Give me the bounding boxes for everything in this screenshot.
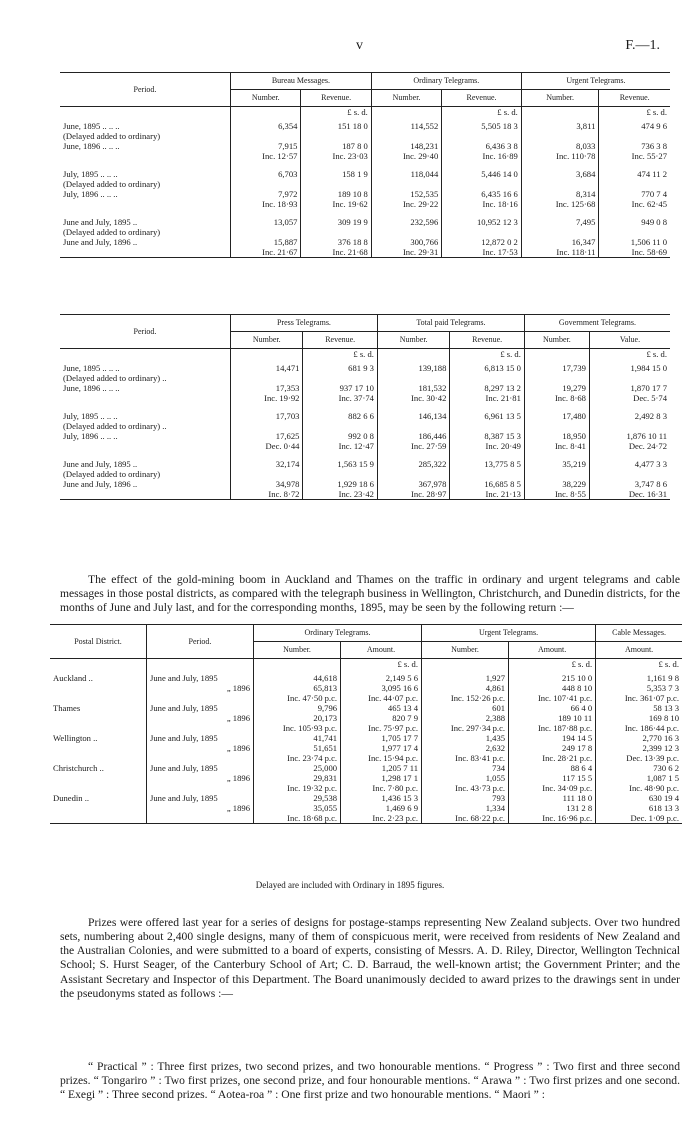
period-header: Period.: [133, 326, 157, 336]
cell: 1,870 17 7: [589, 383, 670, 393]
cell: 181,532: [377, 383, 449, 393]
period-header: Period.: [147, 625, 254, 659]
change-cell: Inc. 12·57: [231, 151, 301, 161]
cell: 2,770 16 3: [596, 733, 682, 743]
col-header: Revenue.: [303, 332, 378, 349]
cell: 29,831: [254, 773, 341, 783]
change-cell: Inc. 8·55: [524, 489, 589, 500]
cell: 17,480: [524, 411, 589, 421]
cell: 3,747 8 6: [589, 479, 670, 489]
col-header: Number.: [231, 90, 301, 107]
cell: 7,495: [521, 217, 599, 227]
cell: 16,347: [521, 237, 599, 247]
cell: 793: [422, 793, 509, 803]
change-cell: Inc. 15·94 p.c.: [341, 753, 422, 763]
cell: 111 18 0: [509, 793, 596, 803]
cell: 25,000: [254, 763, 341, 773]
cell: 186,446: [377, 431, 449, 441]
cell: 1,436 15 3: [341, 793, 422, 803]
cell: 6,813 15 0: [450, 363, 525, 373]
cell: 1,161 9 8: [596, 673, 682, 683]
cell: 131 2 8: [509, 803, 596, 813]
spacer-cell: [147, 723, 254, 733]
spacer-cell: [50, 713, 147, 723]
change-cell: Inc. 21·67: [231, 247, 301, 258]
district-label: Wellington ..: [53, 733, 98, 743]
cell: 1,929 18 6: [303, 479, 378, 489]
change-cell: Inc. 28·97: [377, 489, 449, 500]
period-label: July, 1896 .. .. ..: [63, 189, 118, 199]
cell: 1,435: [422, 733, 509, 743]
col-header: Number.: [521, 90, 599, 107]
change-cell: Inc. 8·41: [524, 441, 589, 451]
cell: 51,651: [254, 743, 341, 753]
cell: 17,703: [231, 411, 303, 421]
change-cell: Inc. 47·50 p.c.: [254, 693, 341, 703]
cell: 15,887: [231, 237, 301, 247]
change-cell: Inc. 361·07 p.c.: [596, 693, 682, 703]
cell: 7,915: [231, 141, 301, 151]
change-cell: Inc. 34·09 p.c.: [509, 783, 596, 793]
cell: 6,354: [231, 121, 301, 131]
change-cell: Inc. 186·44 p.c.: [596, 723, 682, 733]
change-cell: Inc. 16·89: [442, 151, 522, 161]
cell: 2,492 8 3: [589, 411, 670, 421]
cell: 2,388: [422, 713, 509, 723]
cell: 9,796: [254, 703, 341, 713]
period-note: (Delayed added to ordinary): [63, 227, 161, 237]
period-note: (Delayed added to ordinary) ..: [63, 421, 167, 431]
cell: 770 7 4: [599, 189, 670, 199]
col-header: Amount.: [596, 642, 682, 659]
change-cell: Dec. 13·39 p.c.: [596, 753, 682, 763]
cell: 949 0 8: [599, 217, 670, 227]
cell: 937 17 10: [303, 383, 378, 393]
change-cell: Inc. 105·93 p.c.: [254, 723, 341, 733]
cell: 882 6 6: [303, 411, 378, 421]
change-cell: Inc. 187·88 p.c.: [509, 723, 596, 733]
period-label: June and July, 1895: [147, 673, 254, 683]
spacer-cell: [147, 813, 254, 824]
cell: 187 8 0: [301, 141, 371, 151]
change-cell: Inc. 23·03: [301, 151, 371, 161]
cell: 285,322: [377, 459, 449, 469]
group-header: Press Telegrams.: [231, 315, 378, 332]
spacer-cell: [50, 813, 147, 824]
cell: 17,625: [231, 431, 303, 441]
cell: 2,149 5 6: [341, 673, 422, 683]
change-cell: Inc. 16·96 p.c.: [509, 813, 596, 824]
cell: 151 18 0: [301, 121, 371, 131]
period-note: (Delayed added to ordinary): [63, 131, 161, 141]
period-label: June and July, 1896 ..: [63, 479, 138, 489]
cell: 189 10 8: [301, 189, 371, 199]
col-header: Revenue.: [301, 90, 371, 107]
cell: 6,435 16 6: [442, 189, 522, 199]
cell: 152,535: [371, 189, 441, 199]
cell: 6,436 3 8: [442, 141, 522, 151]
change-cell: Inc. 21·68: [301, 247, 371, 258]
period-label: July, 1895 .. .. ..: [63, 169, 118, 179]
cell: 6,703: [231, 169, 301, 179]
spacer-cell: [50, 753, 147, 763]
cell: 16,685 8 5: [450, 479, 525, 489]
change-cell: Inc. 297·34 p.c.: [422, 723, 509, 733]
cell: 474 11 2: [599, 169, 670, 179]
cell: 1,705 17 7: [341, 733, 422, 743]
group-header: Government Telegrams.: [524, 315, 670, 332]
page-number: v: [356, 38, 363, 53]
change-cell: Inc. 118·11: [521, 247, 599, 258]
cell: 148,231: [371, 141, 441, 151]
change-cell: Inc. 44·07 p.c.: [341, 693, 422, 703]
cell: 35,219: [524, 459, 589, 469]
period-label: June and July, 1895: [147, 703, 254, 713]
cell: 5,505 18 3: [442, 121, 522, 131]
cell: 8,297 13 2: [450, 383, 525, 393]
cell: 34,978: [231, 479, 303, 489]
change-cell: Inc. 8·72: [231, 489, 303, 500]
period-label: „ 1896: [147, 743, 254, 753]
table-body: [60, 107, 670, 258]
col-header: Number.: [377, 332, 449, 349]
cell: 158 1 9: [301, 169, 371, 179]
change-cell: Inc. 62·45: [599, 199, 670, 209]
group-header: Cable Messages.: [596, 625, 682, 642]
cell: 820 7 9: [341, 713, 422, 723]
change-cell: Inc. 12·47: [303, 441, 378, 451]
spacer-cell: [147, 753, 254, 763]
period-note: (Delayed added to ordinary) ..: [63, 373, 167, 383]
period-note: (Delayed added to ordinary): [63, 179, 161, 189]
document-code: F.—1.: [625, 38, 660, 53]
period-label: „ 1896: [147, 713, 254, 723]
period-label: July, 1895 .. .. ..: [63, 411, 118, 421]
cell: 474 9 6: [599, 121, 670, 131]
cell: 6,961 13 5: [450, 411, 525, 421]
cell: 2,399 12 3: [596, 743, 682, 753]
col-header: Number.: [371, 90, 441, 107]
cell: 215 10 0: [509, 673, 596, 683]
spacer-cell: [50, 783, 147, 793]
district-label: Auckland ..: [53, 673, 93, 683]
cell: 44,618: [254, 673, 341, 683]
cell: 601: [422, 703, 509, 713]
cell: 4,477 3 3: [589, 459, 670, 469]
cell: 1,055: [422, 773, 509, 783]
table-postal-districts: [50, 624, 682, 824]
spacer-cell: [50, 683, 147, 693]
paragraph-stamp-prizes: Prizes were offered last year for a series of designs for postage-stamps representing New Zealand subjects. Over two hundred sets, numbering about 2,400 single designs, many of them of conspicuous merit, were received from residents of New Zealand and the Australian Colonies, and were submitted to a board of experts, consisting of Messrs. A. D. Riley, Director, Wellington Technical School; S. Hurst Seager, of the Canterbury School of Art; C. D. Barraud, the well-known artist; the Government Printer; and the Assistant Secretary and Inspector of this Department. The Board unanimously decided to award prizes to the drawings sent in under the pseudonyms stated as follows :—: [60, 915, 680, 1001]
cell: 29,538: [254, 793, 341, 803]
cell: 5,353 7 3: [596, 683, 682, 693]
col-header: Number.: [254, 642, 341, 659]
period-label: June, 1895 .. .. ..: [63, 363, 120, 373]
change-cell: Inc. 7·80 p.c.: [341, 783, 422, 793]
change-cell: Dec. 5·74: [589, 393, 670, 403]
cell: 139,188: [377, 363, 449, 373]
change-cell: Inc. 18·93: [231, 199, 301, 209]
col-header: Amount.: [509, 642, 596, 659]
cell: 1,927: [422, 673, 509, 683]
cell: 1,205 7 11: [341, 763, 422, 773]
table-footnote: Delayed are included with Ordinary in 1895 figures.: [255, 880, 445, 890]
cell: 232,596: [371, 217, 441, 227]
period-label: June, 1895 .. .. ..: [63, 121, 120, 131]
change-cell: Inc. 107·41 p.c.: [509, 693, 596, 703]
cell: 1,876 10 11: [589, 431, 670, 441]
period-note: (Delayed added to ordinary): [63, 469, 161, 479]
cell: 3,811: [521, 121, 599, 131]
table-bureau-ordinary-urgent: [60, 72, 670, 258]
group-header: Ordinary Telegrams.: [254, 625, 422, 642]
cell: 13,057: [231, 217, 301, 227]
change-cell: Inc. 2·23 p.c.: [341, 813, 422, 824]
cell: 1,977 17 4: [341, 743, 422, 753]
cell: 448 8 10: [509, 683, 596, 693]
cell: 367,978: [377, 479, 449, 489]
paragraph-gold-mining-effect: The effect of the gold-mining boom in Auckland and Thames on the traffic in ordinary and urgent telegrams and cable messages in those postal districts, as compared with the telegraph business in Wellington, Christchurch, and Dunedin districts, for the months of June and July last, and for the corresponding months, 1895, may be seen by the following return :—: [60, 572, 680, 615]
cell: 41,741: [254, 733, 341, 743]
cell: 618 13 3: [596, 803, 682, 813]
change-cell: Inc. 18·68 p.c.: [254, 813, 341, 824]
change-cell: Inc. 21·13: [450, 489, 525, 500]
period-label: July, 1896 .. .. ..: [63, 431, 118, 441]
cell: 18,950: [524, 431, 589, 441]
change-cell: Inc. 8·68: [524, 393, 589, 403]
change-cell: Inc. 29·40: [371, 151, 441, 161]
change-cell: Inc. 58·69: [599, 247, 670, 258]
change-cell: Inc. 23·74 p.c.: [254, 753, 341, 763]
cell: 8,314: [521, 189, 599, 199]
cell: 7,972: [231, 189, 301, 199]
col-header: Amount.: [341, 642, 422, 659]
change-cell: Inc. 75·97 p.c.: [341, 723, 422, 733]
spacer-cell: [147, 693, 254, 703]
change-cell: Dec. 0·44: [231, 441, 303, 451]
period-label: „ 1896: [147, 773, 254, 783]
change-cell: Inc. 110·78: [521, 151, 599, 161]
district-label: Christchurch ..: [53, 763, 104, 773]
district-label: Thames: [53, 703, 81, 713]
cell: 4,861: [422, 683, 509, 693]
cell: 19,279: [524, 383, 589, 393]
cell: 66 4 0: [509, 703, 596, 713]
cell: 10,952 12 3: [442, 217, 522, 227]
cell: 20,173: [254, 713, 341, 723]
spacer-cell: [50, 773, 147, 783]
period-label: June and July, 1895: [147, 763, 254, 773]
lsd-label: £ s. d.: [442, 107, 522, 122]
district-header: Postal District.: [74, 636, 122, 646]
change-cell: Inc. 37·74: [303, 393, 378, 403]
change-cell: Inc. 19·92: [231, 393, 303, 403]
period-label: June and July, 1896 ..: [63, 237, 138, 247]
cell: 300,766: [371, 237, 441, 247]
cell: 32,174: [231, 459, 303, 469]
change-cell: Dec. 16·31: [589, 489, 670, 500]
table-body: [50, 659, 682, 824]
cell: 1,563 15 9: [303, 459, 378, 469]
lsd-label: £ s. d.: [450, 349, 525, 364]
cell: 17,353: [231, 383, 303, 393]
cell: 117 15 5: [509, 773, 596, 783]
change-cell: Inc. 68·22 p.c.: [422, 813, 509, 824]
cell: 681 9 3: [303, 363, 378, 373]
cell: 1,298 17 1: [341, 773, 422, 783]
change-cell: Inc. 83·41 p.c.: [422, 753, 509, 763]
cell: 630 19 4: [596, 793, 682, 803]
cell: 169 8 10: [596, 713, 682, 723]
spacer-cell: [50, 693, 147, 703]
group-header: Bureau Messages.: [231, 73, 372, 90]
period-label: June and July, 1895: [147, 733, 254, 743]
change-cell: Inc. 18·16: [442, 199, 522, 209]
period-label: June and July, 1895 ..: [63, 217, 138, 227]
cell: 146,134: [377, 411, 449, 421]
cell: 734: [422, 763, 509, 773]
lsd-label: £ s. d.: [599, 107, 670, 122]
cell: 88 6 4: [509, 763, 596, 773]
change-cell: Inc. 43·73 p.c.: [422, 783, 509, 793]
cell: 1,087 1 5: [596, 773, 682, 783]
cell: 118,044: [371, 169, 441, 179]
change-cell: Inc. 19·62: [301, 199, 371, 209]
cell: 1,984 15 0: [589, 363, 670, 373]
cell: 3,684: [521, 169, 599, 179]
period-label: June, 1896 .. .. ..: [63, 141, 120, 151]
change-cell: Inc. 29·31: [371, 247, 441, 258]
cell: 114,552: [371, 121, 441, 131]
cell: 1,334: [422, 803, 509, 813]
cell: 376 18 8: [301, 237, 371, 247]
change-cell: Inc. 30·42: [377, 393, 449, 403]
change-cell: Inc. 17·53: [442, 247, 522, 258]
group-header: Ordinary Telegrams.: [371, 73, 521, 90]
cell: 309 19 9: [301, 217, 371, 227]
group-header: Total paid Telegrams.: [377, 315, 524, 332]
lsd-label: £ s. d.: [303, 349, 378, 364]
cell: 3,095 16 6: [341, 683, 422, 693]
district-label: Dunedin ..: [53, 793, 90, 803]
col-header: Number.: [422, 642, 509, 659]
period-label: „ 1896: [147, 803, 254, 813]
spacer-cell: [50, 723, 147, 733]
change-cell: Inc. 19·32 p.c.: [254, 783, 341, 793]
col-header: Revenue.: [442, 90, 522, 107]
cell: 17,739: [524, 363, 589, 373]
cell: 12,872 0 2: [442, 237, 522, 247]
paragraph-pseudonyms: “ Practical ” : Three first prizes, two second prizes, and two honourable mentions. “ Progress ” : Two first and three second prizes. “ Tongariro ” : Two first prizes, one second prize, and four honourable mentions. “ Arawa ” : Two first prizes and one second. “ Exegi ” : Three second prizes. “ Aotea-roa ” : One first prize and two honourable mentions. “ Maori ” :: [60, 1059, 680, 1102]
cell: 14,471: [231, 363, 303, 373]
table-press-total-government: [60, 314, 670, 500]
cell: 58 13 3: [596, 703, 682, 713]
lsd-label: £ s. d.: [596, 659, 682, 674]
lsd-label: £ s. d.: [341, 659, 422, 674]
lsd-label: £ s. d.: [301, 107, 371, 122]
cell: 1,506 11 0: [599, 237, 670, 247]
change-cell: Dec. 1·09 p.c.: [596, 813, 682, 824]
cell: 13,775 8 5: [450, 459, 525, 469]
group-header: Urgent Telegrams.: [422, 625, 596, 642]
lsd-label: £ s. d.: [509, 659, 596, 674]
period-label: June and July, 1895 ..: [63, 459, 138, 469]
cell: 38,229: [524, 479, 589, 489]
change-cell: Inc. 20·49: [450, 441, 525, 451]
period-label: „ 1896: [147, 683, 254, 693]
change-cell: Inc. 23·42: [303, 489, 378, 500]
cell: 189 10 11: [509, 713, 596, 723]
lsd-label: £ s. d.: [589, 349, 670, 364]
change-cell: Inc. 21·81: [450, 393, 525, 403]
col-header: Number.: [231, 332, 303, 349]
cell: 465 13 4: [341, 703, 422, 713]
change-cell: Inc. 27·59: [377, 441, 449, 451]
change-cell: Inc. 29·22: [371, 199, 441, 209]
group-header: Urgent Telegrams.: [521, 73, 670, 90]
col-header: Revenue.: [599, 90, 670, 107]
cell: 8,033: [521, 141, 599, 151]
period-header: Period.: [133, 84, 157, 94]
cell: 730 6 2: [596, 763, 682, 773]
cell: 5,446 14 0: [442, 169, 522, 179]
spacer-cell: [147, 783, 254, 793]
cell: 2,632: [422, 743, 509, 753]
col-header: Revenue.: [450, 332, 525, 349]
period-label: June, 1896 .. .. ..: [63, 383, 120, 393]
change-cell: Inc. 55·27: [599, 151, 670, 161]
change-cell: Dec. 24·72: [589, 441, 670, 451]
cell: 1,469 6 9: [341, 803, 422, 813]
cell: 992 0 8: [303, 431, 378, 441]
cell: 65,813: [254, 683, 341, 693]
col-header: Number.: [524, 332, 589, 349]
table-body: [60, 349, 670, 500]
change-cell: Inc. 48·90 p.c.: [596, 783, 682, 793]
cell: 736 3 8: [599, 141, 670, 151]
cell: 194 14 5: [509, 733, 596, 743]
cell: 8,387 15 3: [450, 431, 525, 441]
cell: 35,055: [254, 803, 341, 813]
col-header: Value.: [589, 332, 670, 349]
period-label: June and July, 1895: [147, 793, 254, 803]
spacer-cell: [50, 803, 147, 813]
change-cell: Inc. 152·26 p.c.: [422, 693, 509, 703]
cell: 249 17 8: [509, 743, 596, 753]
change-cell: Inc. 28·21 p.c.: [509, 753, 596, 763]
spacer-cell: [50, 743, 147, 753]
change-cell: Inc. 125·68: [521, 199, 599, 209]
